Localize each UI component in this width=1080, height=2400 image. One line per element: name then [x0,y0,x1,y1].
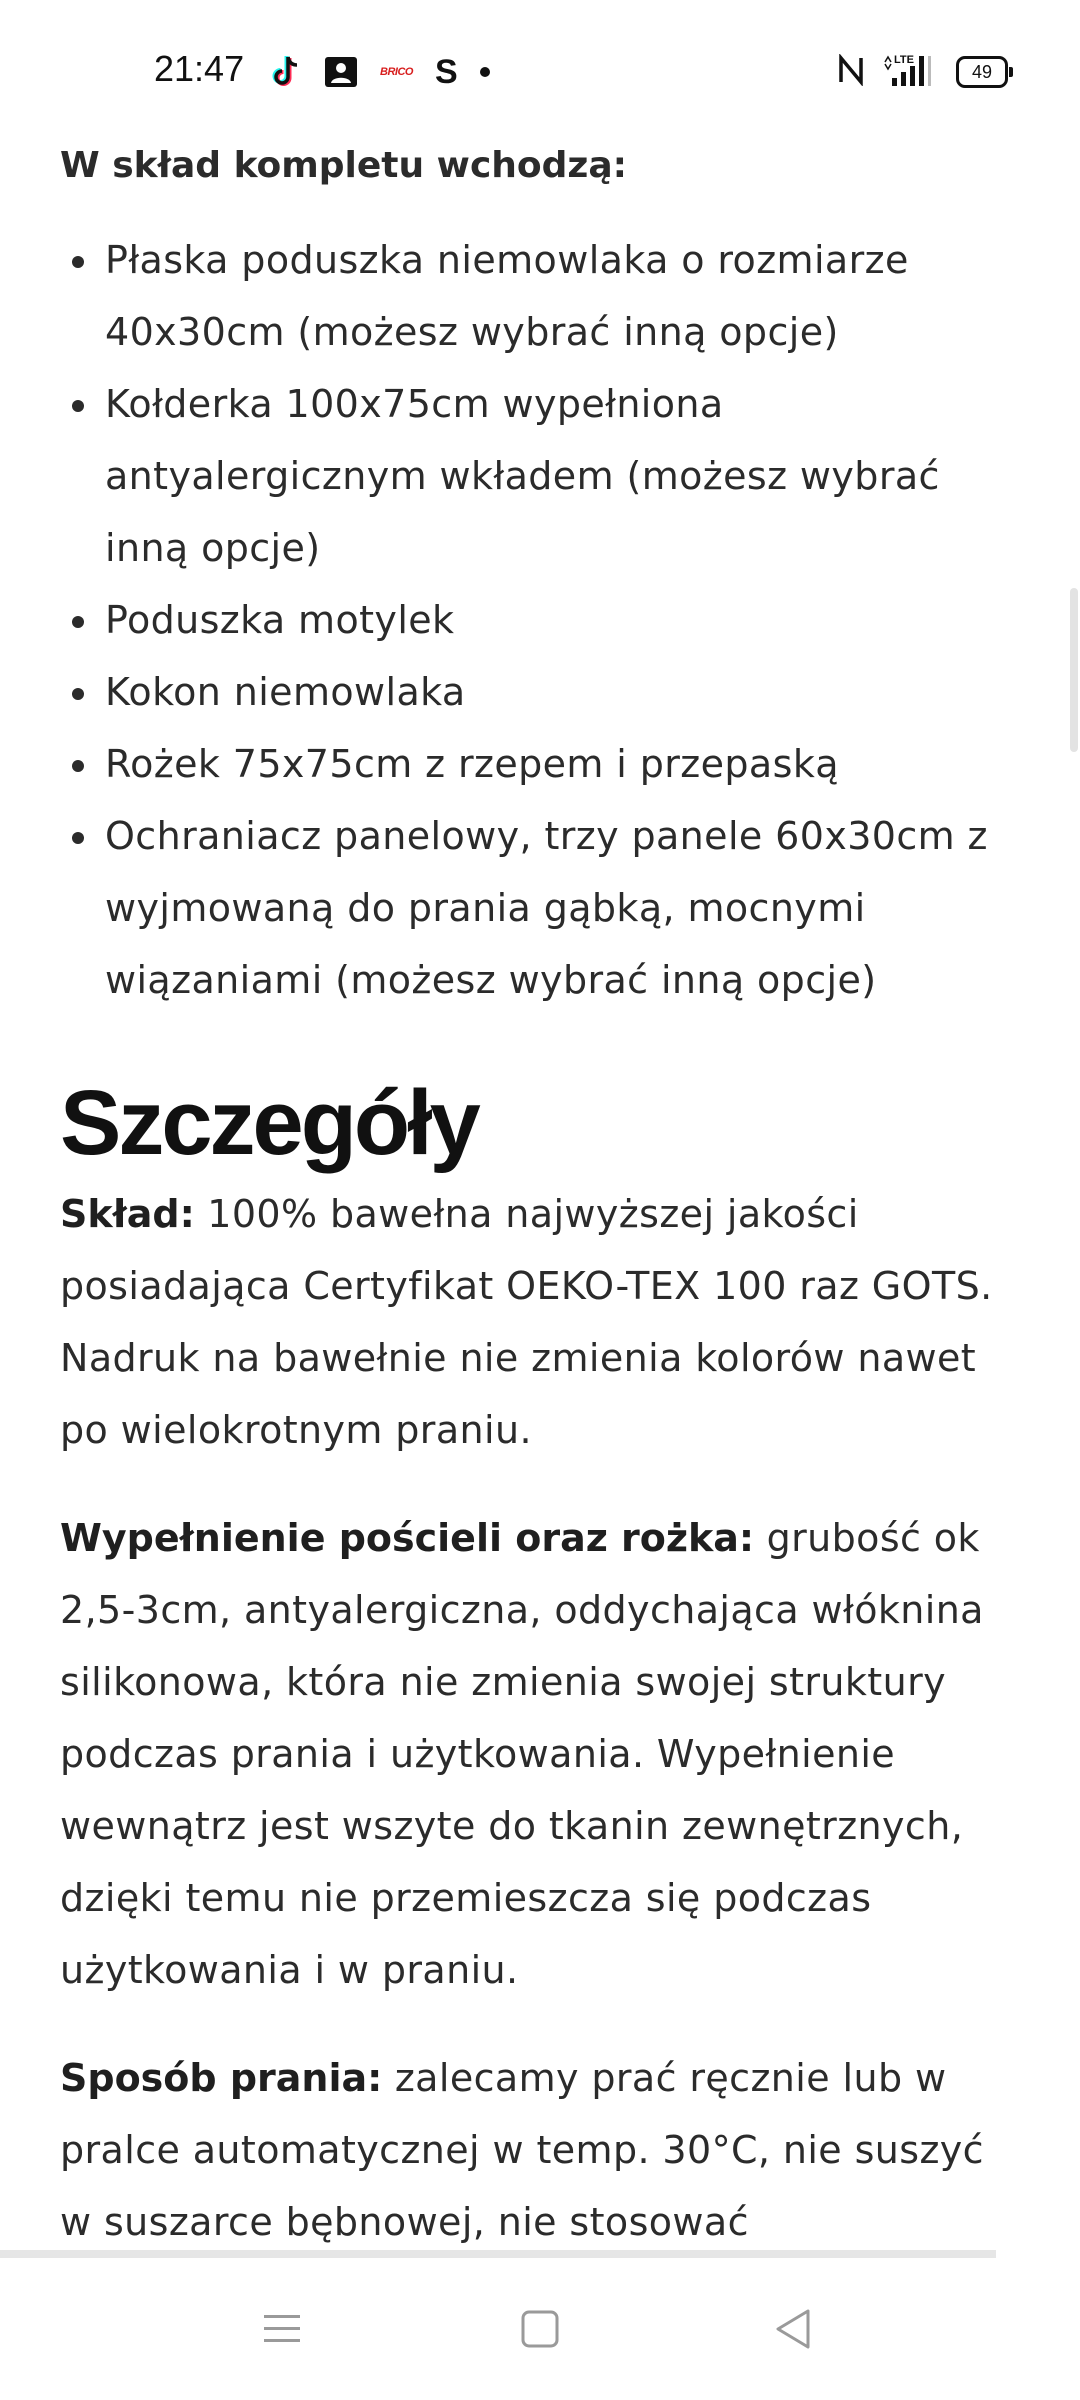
scrollbar-thumb[interactable] [1070,588,1078,752]
lte-signal-icon [882,52,938,92]
product-description [60,130,1010,2258]
tiktok-icon [272,55,302,89]
list-item: Ochraniacz panelowy, trzy panele 60x30cm z wyjmowaną do prania gąbką, mocnymi wiązaniami (możesz wybrać inną opcje) [60,800,1010,1016]
dot-icon [480,67,490,77]
nfc-icon [838,54,864,90]
back-triangle-icon [773,2307,813,2351]
recent-apps-button[interactable] [222,2258,342,2400]
list-item: Płaska poduszka niemowlaka o rozmiarze 40x30cm (możesz wybrać inną opcje) [60,224,1010,368]
details-heading: Szczegóły [60,1072,478,1174]
filling-label: Wypełnienie pościeli oraz rożka: [60,1516,755,1560]
content-divider [0,2250,996,2258]
list-item: Kokon niemowlaka [60,656,1010,728]
status-bar [0,0,1080,140]
list-item: Rożek 75x75cm z rzepem i przepaską [60,728,1010,800]
home-square-icon [520,2309,560,2349]
system-icons [838,50,1008,94]
kit-list [60,224,1010,1016]
washing-label: Sposób prania: [60,2056,383,2100]
list-item: Kołderka 100x75cm wypełniona antyalergicznym wkładem (możesz wybrać inną opcje) [60,368,1010,584]
list-item: Poduszka motylek [60,584,1010,656]
brico-app-icon: BRICO [380,66,413,78]
status-time: 21:47 [154,48,245,89]
kit-heading: W skład kompletu wchodzą: [60,145,628,186]
home-button[interactable] [480,2258,600,2400]
menu-icon [262,2311,302,2347]
navigation-bar [0,2258,1080,2400]
composition-label: Skład: [60,1192,195,1236]
washing-text: zalecamy prać ręcznie lub w pralce automatycznej w temp. 30°C, nie suszyć w suszarce bębnowej, nie stosować [60,2056,984,2244]
composition-text: 100% bawełna najwyższej jakości posiadająca Certyfikat OEKO-TEX 100 raz GOTS. Nadruk na bawełnie nie zmienia kolorów nawet po wielokrotnym praniu. [60,1192,993,1452]
s-app-icon: S [434,52,458,91]
filling-paragraph [60,1502,1010,2006]
contact-card-icon [324,56,358,88]
battery-indicator: 49 [956,56,1008,88]
composition-paragraph [60,1178,1010,1466]
svg-text:LTE: LTE [894,54,914,66]
filling-text: grubość ok 2,5-3cm, antyalergiczna, oddychająca włóknina silikonowa, która nie zmienia swojej struktury podczas prania i użytkowania. Wypełnienie wewnątrz jest wszyte do tkanin zewnętrznych, dzięki temu nie przemieszcza się podczas użytkowania i w praniu. [60,1516,984,1992]
notification-icons [272,50,490,94]
washing-paragraph [60,2042,1010,2258]
back-button[interactable] [733,2258,853,2400]
